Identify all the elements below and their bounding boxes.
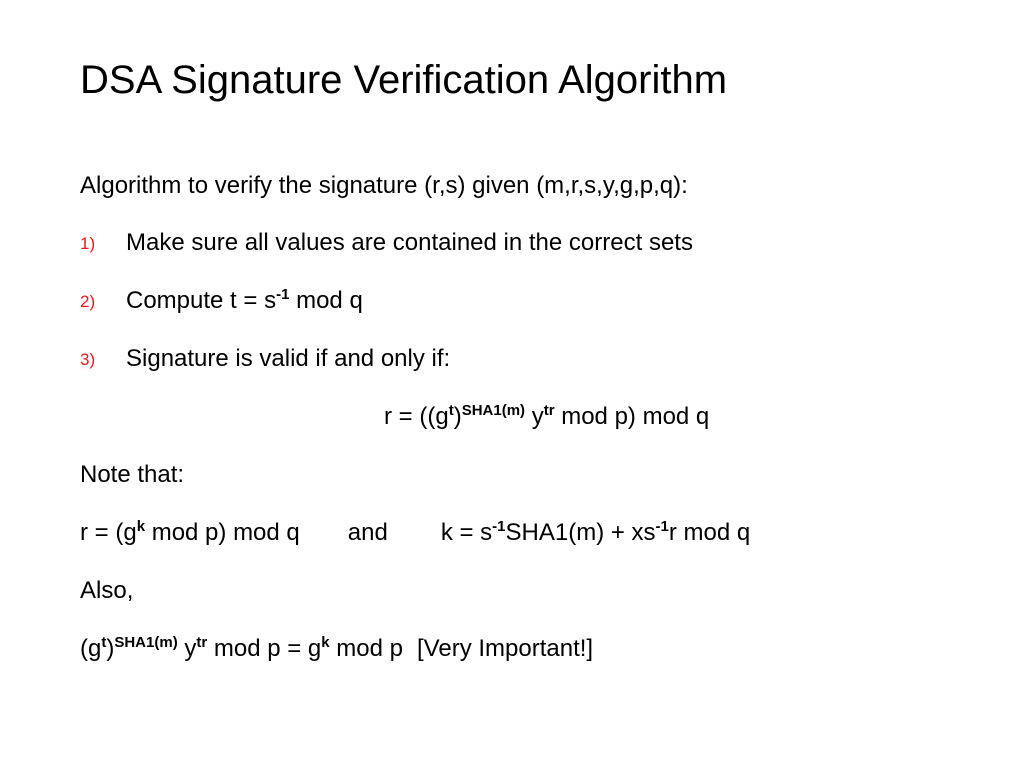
also-eq-sup-k: k	[321, 634, 330, 651]
slide-title: DSA Signature Verification Algorithm	[80, 58, 728, 102]
note-eq-part: k = s	[440, 519, 493, 546]
note-eq-sup-inverse: -1	[655, 518, 669, 535]
note-equation	[80, 518, 750, 548]
also-eq-part: (g	[80, 635, 102, 662]
also-eq-part: y	[177, 635, 197, 662]
step-2-superscript: -1	[276, 286, 290, 303]
verify-eq-sup-tr: tr	[543, 402, 555, 419]
verify-eq-sup-t: t	[448, 402, 454, 419]
verify-eq-part: r = ((g	[384, 403, 449, 430]
verify-eq-part: y	[525, 403, 544, 430]
intro-text: Algorithm to verify the signature (r,s) given (m,r,s,y,g,p,q):	[80, 172, 688, 199]
also-eq-part: mod p = g	[207, 635, 322, 662]
verify-eq-part: )	[453, 403, 462, 430]
note-eq-sup-k: k	[136, 518, 146, 535]
also-label: Also,	[80, 577, 134, 604]
also-eq-sup-t: t	[101, 634, 107, 651]
step-2-text	[126, 286, 363, 316]
note-eq-part: SHA1(m) + xs	[505, 519, 656, 546]
step-1-text: Make sure all values are contained in the correct sets	[126, 229, 693, 256]
step-2-text-b: mod q	[289, 287, 363, 314]
note-label: Note that:	[80, 461, 185, 488]
note-eq-part: r mod q	[668, 519, 751, 546]
also-eq-sup-tr: tr	[196, 634, 208, 651]
note-eq-and: and	[347, 519, 388, 546]
note-eq-part: r = (g	[80, 519, 137, 546]
note-eq-part: mod p) mod q	[145, 519, 300, 546]
also-eq-part: mod p	[329, 635, 403, 662]
verify-eq-sup-sha: SHA1(m)	[461, 402, 526, 419]
step-1-number: 1)	[80, 234, 96, 253]
step-3-number: 3)	[80, 350, 96, 369]
also-equation	[80, 634, 593, 664]
step-2-text-a: Compute t = s	[126, 287, 277, 314]
verify-eq-part: mod p) mod q	[554, 403, 710, 430]
also-eq-sup-sha: SHA1(m)	[114, 634, 178, 651]
note-eq-sup-inverse: -1	[492, 518, 506, 535]
verification-equation	[384, 402, 709, 432]
step-3-text: Signature is valid if and only if:	[126, 345, 451, 372]
step-2-number: 2)	[80, 292, 96, 311]
very-important-note: [Very Important!]	[417, 635, 594, 662]
also-eq-part: )	[106, 635, 115, 662]
